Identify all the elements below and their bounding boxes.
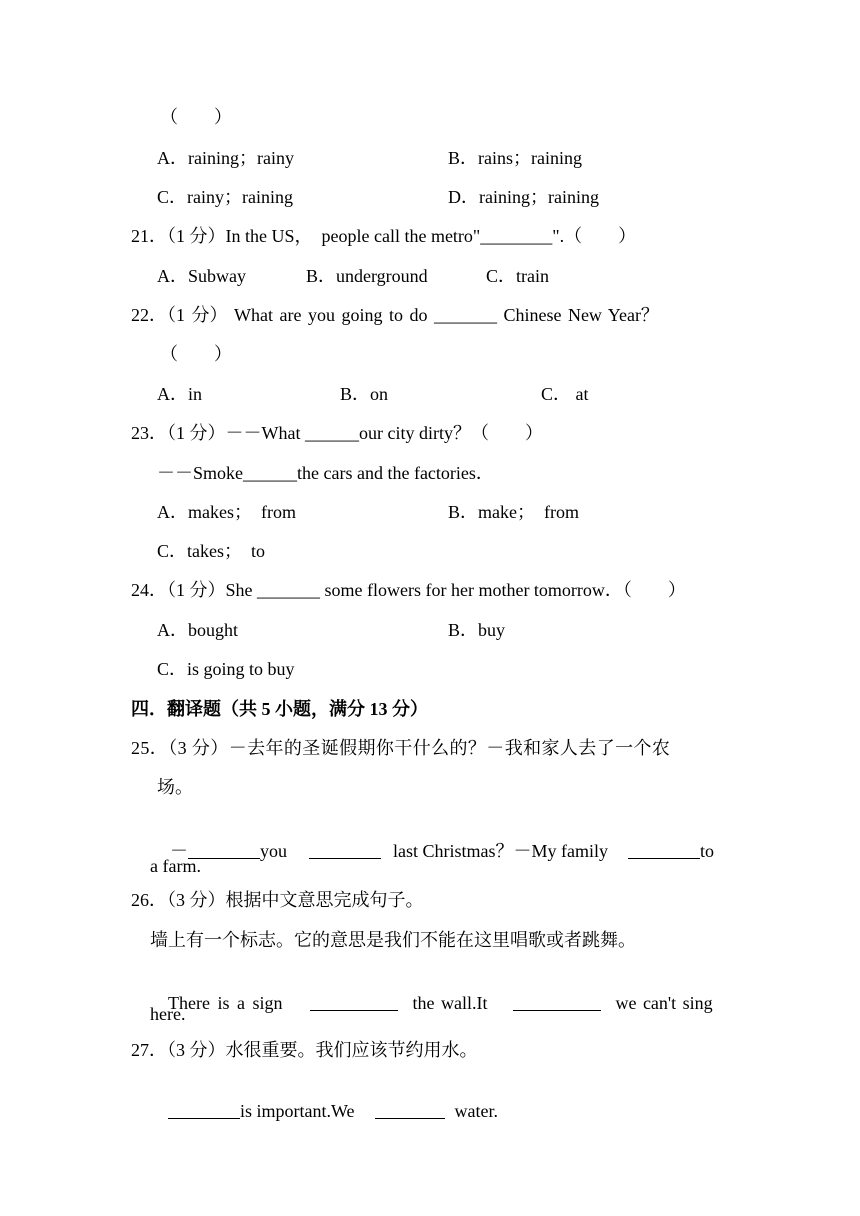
q26-text-we-cant-sing: we can't sing [615, 993, 713, 1013]
q20-answer-paren: （ ） [160, 107, 232, 127]
q26-stem: 26．（3 分）根据中文意思完成句子。 [131, 890, 424, 910]
q25-stem: 25．（3 分）－去年的圣诞假期你干什么的？－我和家人去了一个农 [131, 738, 671, 758]
q25-blank-2[interactable] [309, 840, 381, 859]
q27-answer-line [150, 1075, 499, 1121]
q23-dialogue-line: －－Smoke______the cars and the factories． [157, 463, 494, 483]
q20-option-c: C．rainy；raining [157, 187, 293, 207]
q26-text-the-wall: the wall.It [412, 993, 488, 1013]
q24-option-c: C．is going to buy [157, 659, 295, 679]
q23-option-a: A．makes； from [157, 502, 296, 522]
q22-option-a: A．in [157, 384, 202, 404]
q26-chinese-sentence: 墙上有一个标志。它的意思是我们不能在这里唱歌或者跳舞。 [150, 930, 636, 950]
q26-answer-line [150, 967, 713, 1013]
q25-dash: － [170, 841, 188, 861]
q24-option-a: A．bought [157, 620, 238, 640]
q23-option-b: B．make； from [448, 502, 579, 522]
q21-option-b: B．underground [306, 266, 428, 286]
q27-text-water: water. [454, 1101, 499, 1121]
q21-option-c: C．train [486, 266, 549, 286]
q26-answer-line-continued: here. [150, 1004, 186, 1024]
q27-text-is-important: is important.We [240, 1101, 355, 1121]
q27-blank-2[interactable] [375, 1100, 445, 1119]
section-heading-translation: 四．翻译题（共 5 小题，满分 13 分） [131, 699, 428, 719]
q20-option-b: B．rains；raining [448, 148, 582, 168]
q22-option-b: B．on [340, 384, 389, 404]
q25-stem-continued: 场。 [157, 777, 193, 797]
q24-stem: 24．（1 分）She _______ some flowers for her mother tomorrow．（ ） [131, 580, 686, 600]
q23-stem: 23．（1 分）－－What ______our city dirty？（ ） [131, 423, 543, 443]
q22-answer-paren: （ ） [160, 344, 232, 364]
q25-answer-line-continued: a farm. [150, 856, 201, 876]
q20-option-a: A．raining；rainy [157, 148, 294, 168]
q25-text-to: to [700, 841, 715, 861]
q25-text-last-christmas: last Christmas？－My family [393, 841, 608, 861]
q23-option-c: C．takes； to [157, 541, 265, 561]
q26-blank-1[interactable] [310, 992, 398, 1011]
q27-blank-1[interactable] [168, 1100, 240, 1119]
q25-text-you: you [260, 841, 287, 861]
q22-stem: 22．（1 分） What are you going to do _______ Chinese New Year？ [131, 305, 659, 325]
q27-stem: 27．（3 分）水很重要。我们应该节约用水。 [131, 1040, 478, 1060]
q21-stem: 21．（1 分）In the US， people call the metro"________".（ ） [131, 226, 637, 246]
q25-blank-3[interactable] [628, 840, 700, 859]
q25-answer-line [152, 815, 715, 861]
q21-option-a: A．Subway [157, 266, 246, 286]
q20-option-d: D．raining；raining [448, 187, 599, 207]
q26-text-there-is-a-sign: There is a sign [168, 993, 283, 1013]
q24-option-b: B．buy [448, 620, 506, 640]
q22-option-c: C． at [541, 384, 589, 404]
q26-blank-2[interactable] [513, 992, 601, 1011]
